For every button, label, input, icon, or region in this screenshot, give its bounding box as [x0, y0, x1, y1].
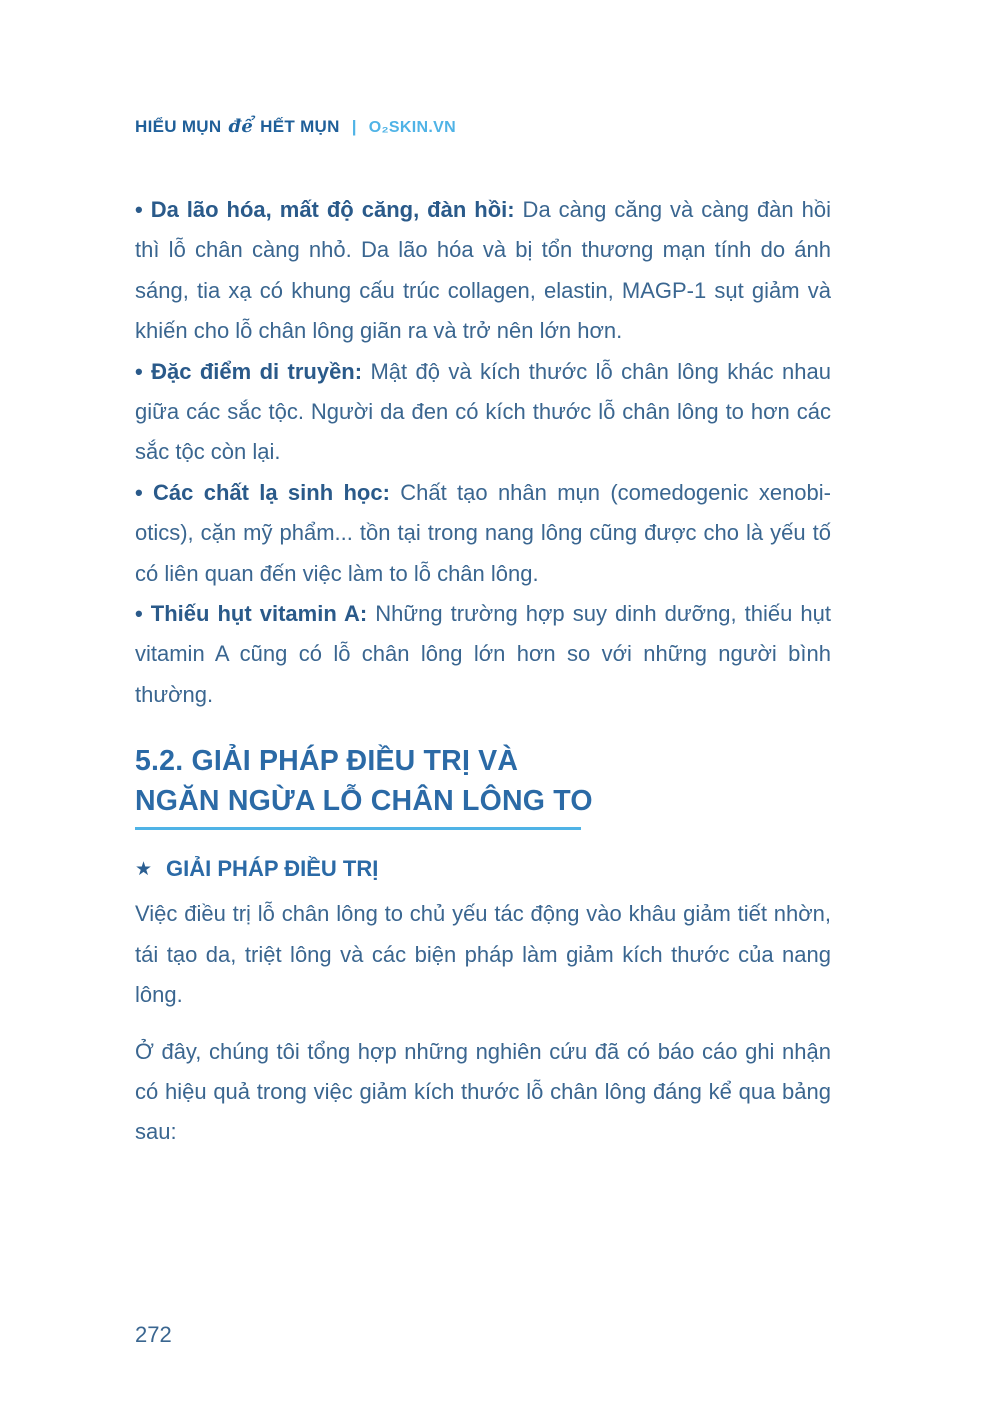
subheading: ★ GIẢI PHÁP ĐIỀU TRỊ [135, 856, 379, 882]
bullet-item: • Các chất lạ sinh học: Chất tạo nhân mụn (comedogenic xenobiotics), cặn mỹ phẩm... tồn tại trong nang lông cũng được cho là yếu tố có liên quan đến việc làm to lỗ chân lông. [135, 479, 831, 586]
body-paragraph: Ở đây, chúng tôi tổng hợp những nghiên cứu đã có báo cáo ghi nhận có hiệu quả trong việc giảm kích thước lỗ chân lông đáng kể qua bảng sau: [135, 1038, 831, 1145]
bullet-item: • Da lão hóa, mất độ căng, đàn hồi: Da càng căng và càng đàn hồi thì lỗ chân càng nhỏ. Da lão hóa và bị tổn thương mạn tính do ánh sáng, tia xạ có khung cấu trúc collagen, elastin, MAGP-1 sụt giảm và khiến cho lỗ chân lông giãn ra và trở nên lớn hơn. [135, 197, 831, 344]
section-title-underline [135, 827, 581, 830]
header-separator: | [351, 117, 357, 136]
site-name: O₂SKIN.VN [368, 119, 456, 136]
page-number: 272 [135, 1322, 172, 1347]
bullet-list [135, 190, 831, 715]
star-icon: ★ [135, 858, 153, 880]
running-header [135, 116, 456, 137]
bullet-item: • Đặc điểm di truyền: Mật độ và kích thước lỗ chân lông khác nhau giữa các sắc tộc. Người da đen có kích thước lỗ chân lông to hơn các sắc tộc còn lại. [135, 358, 831, 465]
book-title: HIỂU MỤN để HẾT MỤN [135, 116, 340, 137]
page-content [135, 190, 831, 1153]
body-paragraph: Việc điều trị lỗ chân lông to chủ yếu tác động vào khâu giảm tiết nhờn, tái tạo da, triệt lông và các biện pháp làm giảm kích thước của nang lông. [135, 901, 831, 1008]
section-title: 5.2. GIẢI PHÁP ĐIỀU TRỊ VÀ NGĂN NGỪA LỖ CHÂN LÔNG TO [135, 745, 593, 818]
bullet-item: • Thiếu hụt vitamin A: Những trường hợp suy dinh dưỡng, thiếu hụt vitamin A cũng có lỗ chân lông lớn hơn so với những người bình thường. [135, 601, 832, 707]
